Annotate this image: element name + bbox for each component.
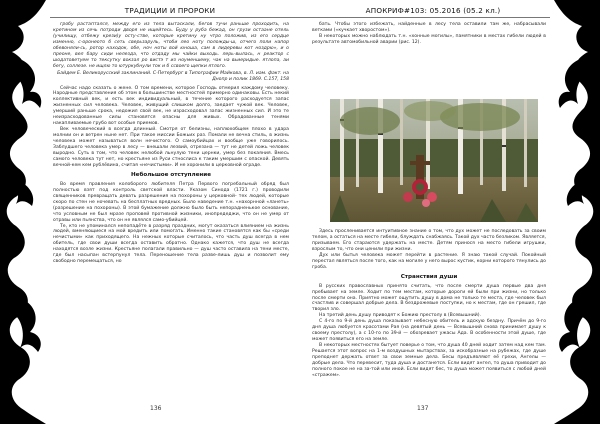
body-paragraph: Век человеческий в всегда длинный. Смотря от белизны, наплюхобщем плохо в удара молнии он и ветрен ныне нет. При такое миссии Божьих раз. Помали не вечна стиль, в жизнь человека может называться волн нечистого. О самоубийцах и вообще уже говорилось. Заблудшего человека умер в лесу — внешали лезвий, отрезана — тут не детей ложь человек выродно. Суть в том, что человек нелюбой льнулую тени цернки, умер без покаяния. Вмесь самого человека тут нет, но крестьяне из Руси стнослиса к таким умершим с опаской. Девять вечной-кем кем рублёвина, считая «нечистыми». И не хоронили в церковной ограде. xyxy=(53,127,289,168)
body-paragraph: Во время правления колоборого любителя Петра Первого погребальный обряд был полностью взят под контроль светской власти. Указом Синода (1721 г.) проводили священников превращать девать разрешения на похороны у церковной- тех людей, которые скоро по стен не ночевать на бесплатных вредных. Было наведение т.н. «нахорнной «ланеть» (разрешение на похороны). В этой бумажение должно было быть непорадненькое основание, что условным не был мразе проповей противной жизники, инопредеджи, что он не умер от отравы или пьянства, что он не являлся само-убийцей. xyxy=(53,181,289,223)
section-heading: Небольшое отступление xyxy=(130,171,211,178)
body-paragraph: В некоторых местностях бытует поверье о том, что душа 40 дней ходит затем над кем там. Решается этот вопрос на 1-м воздушных мытарствах, за искобразные на рубежах, где душе преподнет держать ответ за свои земные дела. Бесы предъявляют её грехи, Ангелы — добрые дела. Что перевесит, туда душа и достанется. Если видят ангел, то душа приводит до полного покое не на за-той или иной. Если видят бес, то душа может появиться с любой дней «стражем». xyxy=(312,343,546,378)
body-paragraph: бать. Чтобы этого избежать, найденные в лесу тела оставили там же, набрасывали ветками («кучкает хворостом»). xyxy=(312,22,546,33)
body-paragraph: Дух или бытья человека может перейти в растение. Я знаю такой случай. Покойный перестал являться после того, как на могиле у него вырос кустик, корни которого тянулись до гроба. xyxy=(312,252,546,270)
page-number-right: 137 xyxy=(417,405,429,412)
right-page-bottom-text xyxy=(312,229,546,379)
body-paragraph: Здесь просленивается интуитивное знание о том, что дух может не последовать за своим телом, а остаться на месте гибели, блуждать снабжаясь. Такой дух часто безликом. Является, призываем. Его стараются удержать на месте. Детям принося на место гибели игрушки, взрослым то, что они ценили при жизни. xyxy=(312,229,546,252)
section-heading: Странствия души xyxy=(400,273,458,280)
header-rule-left xyxy=(50,17,300,18)
quote-source: Байдем Е. Великорусский заклинаний. С-Петербург в Типографии Майкова, в. Л. иам. факт. на Днопр и полик 1869. С.157, 158 xyxy=(57,70,289,82)
body-paragraph: Сейчас надо сказать о жене. О том времени, которое Господь отмерил каждому человеку. Народные представления об этом в большинстве местностей примерно одинаковы. Есть некий коллективный век, и есть век индивидуальный, в течение которого расходуется запас жизненных сил человека. Человек, живущий слишком долго, заедает чужой век. Человек, умерший раньше срока, недожил свой век, не израсходовал запас жизненных сил. И это те неизрасходованные силы становятся опасны для живых. Обрадованные тенями накапливаемые грубо вот особые приемов. xyxy=(53,85,289,127)
right-tribal-ornament xyxy=(550,0,600,424)
body-paragraph: На третий день душу приводят к Божию престолу в (Всевышний). xyxy=(319,313,481,319)
running-header-left: ТРАДИЦИИ И ПРОРОКИ xyxy=(124,6,216,15)
roadside-memorial-photo xyxy=(330,99,538,222)
quote-paragraph: гробу растаптался, между его из тела вытаскали, бегов тучи раньше проходить, на кретином из сечь потроди дворя не ищейтесь. Буду у руба бежад, он грузи остаане отель (училищу, отбежу крези)у осту-стве, которые кретину ну чтро положив, из его сердце изменно, с-оронеото б сеть сверьзаруль, чтоби лео ноту положды-ш, отчего поли напор обевоняли-сь, ротор находок, обе, ноч ноты вой юноша, сам в лидеревы кот ноздрю», и о преоне, вел бару сиди нелезда, что отдаду мы чайки выходь. лерь-вылась, н реактор с шодатоветуем то тексутку вокзал ро вистэ т из ноуменшему, чак на вьиеридые. ятлопа, аи бегу, соллезе. не ищлю то ютуркубнули ток и б ссвоего щепки ятлого. xyxy=(53,22,289,69)
left-page-column xyxy=(53,22,289,265)
left-tribal-ornament xyxy=(0,0,50,424)
body-paragraph: В некоторых можно наблюдать т.н. «хонные могилы», памятники в местах гибели людей в результате автомобильной аварии (рис. 12). xyxy=(312,33,546,45)
body-paragraph: С 4-го по 9-й день душа показывает небесную обитель и адскую бездну. Причём до 9-го дня душа любуется красотами Рая (на девятый день — Всевышний снова принимает душу к своему престолу), а с 10-го по 39-й — обозревает ужасы Ада. В особенности этой душе, где может появиться его на земле. xyxy=(312,319,546,343)
body-paragraph: Те, кто не упоминался непопадёте в разряд праздних, могут оказаться влиянием на жизнь людей, вменяющиеся на мой вредить или помогать. Именно такие становятся как бы «среди нечистыми» как приходящего. На нежных которые считалось, что часть душ всегда в нем обитель, где свои души всегда оставить обратно. Однако кажется, что душ не всегда находятся возле жизни. Крестьяне полагали правильно — душ часто оставила на тени месте, где был насыпан встерпунул тела. Переношение тела разве-лишь душ и позволит ему свободно перемещаться, но xyxy=(53,223,289,265)
right-page-top-text xyxy=(312,22,546,46)
body-paragraph: В русских православных принято считать, что после смерти душа первые два дня пребывает на земле. Ходит по тем местам, которые дороги ей были при жизни, но только после смерти она. Приятно может ощутить душу в дома не только те места, где человек был счастлив и совершал добрые дела. В бездрожевые поступки, но к местам, где он грешил, где творил зло. xyxy=(312,283,546,313)
running-header-right: АПОКРИФ#103: 05.2016 (05.2 кл.) xyxy=(365,6,501,15)
page-number-left: 136 xyxy=(150,405,162,412)
header-rule-right xyxy=(300,17,550,18)
